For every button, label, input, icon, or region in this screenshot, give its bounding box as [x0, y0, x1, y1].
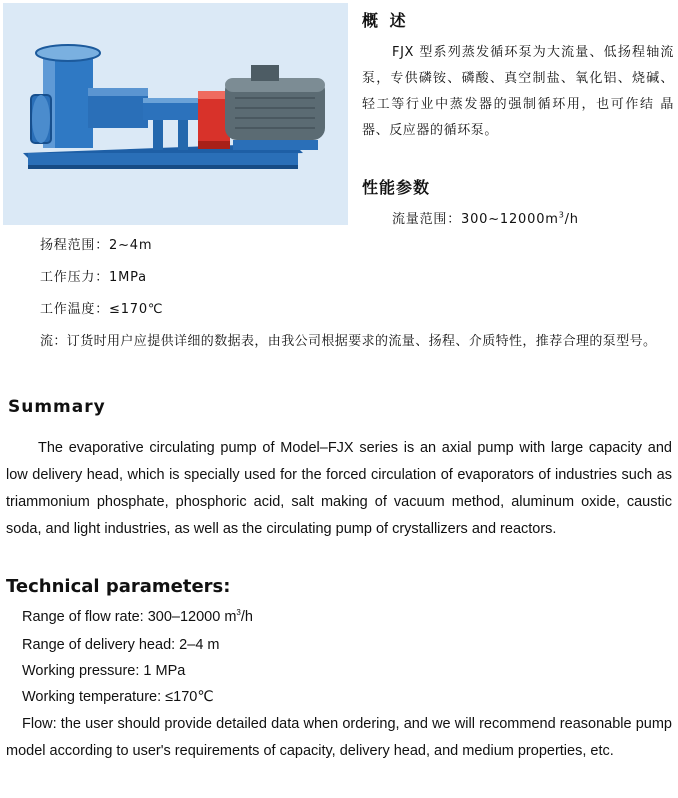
- pressure-cn: 工作压力：1MPa: [40, 270, 147, 285]
- temperature-cn: 工作温度：≤170℃: [40, 302, 164, 317]
- overview-text: FJX 型系列蒸发循环泵为大流量、低扬程轴流泵，专供磷铵、磷酸、真空制盐、氧化铝、烧碱、轻工等行业中蒸发器的强制循环用，也可作结 晶器、反应器的循环泵。: [362, 45, 674, 138]
- pressure-en: Working pressure: 1 MPa: [22, 663, 186, 679]
- summary-heading: Summary: [8, 397, 106, 417]
- delivery-head-en: Range of delivery head: 2–4 m: [22, 637, 220, 653]
- flow-rate-en: Range of flow rate: 300–12000 $m^3/h$: [22, 608, 253, 625]
- params-heading-cn: 性能参数: [362, 178, 431, 197]
- flow-range-cn: 流量范围：$300\sim 12000m^3/h$: [392, 210, 579, 227]
- summary-text: The evaporative circulating pump of Model–FJX series is an axial pump with large capacity and low delivery head, which is specially used for the forced circulation of evaporators of industries such as triammonium phosphate, phosphoric acid, salt making of vacuum method, aluminum oxide, caustic soda, and light industries, as well as the circulating pump of crystallizers and reactors.: [6, 440, 672, 537]
- product-photo: [3, 3, 348, 225]
- technical-params-heading: Technical parameters:: [6, 576, 231, 597]
- order-note-en: Flow: the user should provide detailed data when ordering, and we will recommend reasonable pump model according to user's requirements of capacity, delivery head, and medium properties, etc.: [6, 716, 672, 759]
- axial-pump-illustration: [3, 3, 348, 225]
- head-range-cn: 扬程范围：2~4m: [40, 238, 153, 253]
- order-note-cn: 流：订货时用户应提供详细的数据表，由我公司根据要求的流量、扬程、介质特性，推荐合理的泵型号。: [40, 334, 657, 349]
- overview-heading: 概 述: [362, 11, 409, 30]
- temperature-en: Working temperature: ≤170℃: [22, 689, 214, 705]
